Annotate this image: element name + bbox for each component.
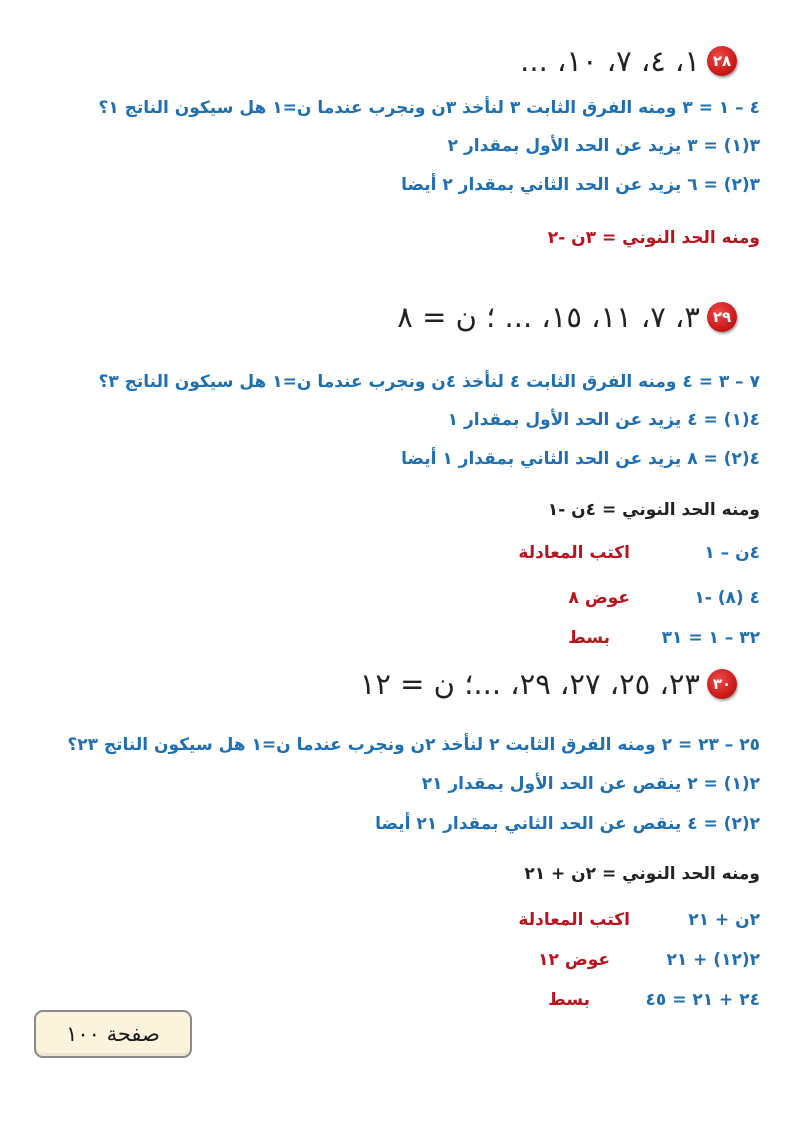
step-label: عوض ٨ — [568, 588, 630, 608]
step-label: اكتب المعادلة — [518, 910, 630, 930]
step-expression: ٣٢ – ١ = ٣١ — [661, 628, 760, 648]
question-number-badge: ٢٩ — [707, 302, 737, 332]
solution-line: ٢(٢) = ٤ ينقص عن الحد الثاني بمقدار ٢١ أيضا — [375, 814, 760, 834]
nth-term-result: ومنه الحد النوني = ٣ن -٢ — [547, 228, 760, 248]
nth-term-result: ومنه الحد النوني = ٤ن -١ — [547, 500, 760, 520]
solution-line: ٤ – ١ = ٣ ومنه الفرق الثابت ٣ لنأخذ ٣ن ونجرب عندما ن=١ هل سيكون الناتج ١؟ — [98, 98, 760, 118]
solution-line: ٢٥ – ٢٣ = ٢ ومنه الفرق الثابت ٢ لنأخذ ٢ن ونجرب عندما ن=١ هل سيكون الناتج ٢٣؟ — [67, 735, 760, 755]
page-number-label: صفحة ١٠٠ — [34, 1010, 192, 1058]
sequence-line: ١، ٤، ٧، ١٠، ... — [520, 44, 700, 78]
question-number-badge: ٣٠ — [707, 669, 737, 699]
step-expression: ٢ن + ٢١ — [688, 910, 760, 930]
step-label: بسط — [548, 990, 590, 1010]
sequence-line: ٢٣، ٢٥، ٢٧، ٢٩، ...؛ ن = ١٢ — [359, 667, 700, 701]
step-expression: ٢٤ + ٢١ = ٤٥ — [645, 990, 760, 1010]
solution-line: ٣(١) = ٣ يزيد عن الحد الأول بمقدار ٢ — [447, 136, 760, 156]
step-expression: ٢(١٢) + ٢١ — [666, 950, 760, 970]
solution-line: ٧ – ٣ = ٤ ومنه الفرق الثابت ٤ لنأخذ ٤ن ونجرب عندما ن=١ هل سيكون الناتج ٣؟ — [98, 372, 760, 392]
solution-line: ٤(٢) = ٨ يزيد عن الحد الثاني بمقدار ١ أيضا — [401, 449, 760, 469]
step-expression: ٤ (٨) -١ — [694, 588, 760, 608]
nth-term-result: ومنه الحد النوني = ٢ن + ٢١ — [524, 864, 760, 884]
step-label: بسط — [568, 628, 610, 648]
question-number-badge: ٢٨ — [707, 46, 737, 76]
sequence-line: ٣، ٧، ١١، ١٥، ... ؛ ن = ٨ — [397, 300, 700, 334]
step-label: اكتب المعادلة — [518, 543, 630, 563]
solution-line: ٢(١) = ٢ ينقص عن الحد الأول بمقدار ٢١ — [421, 774, 760, 794]
solution-line: ٣(٢) = ٦ يزيد عن الحد الثاني بمقدار ٢ أيضا — [401, 175, 760, 195]
step-label: عوض ١٢ — [538, 950, 610, 970]
step-expression: ٤ن – ١ — [704, 543, 760, 563]
solution-line: ٤(١) = ٤ يزيد عن الحد الأول بمقدار ١ — [447, 410, 760, 430]
